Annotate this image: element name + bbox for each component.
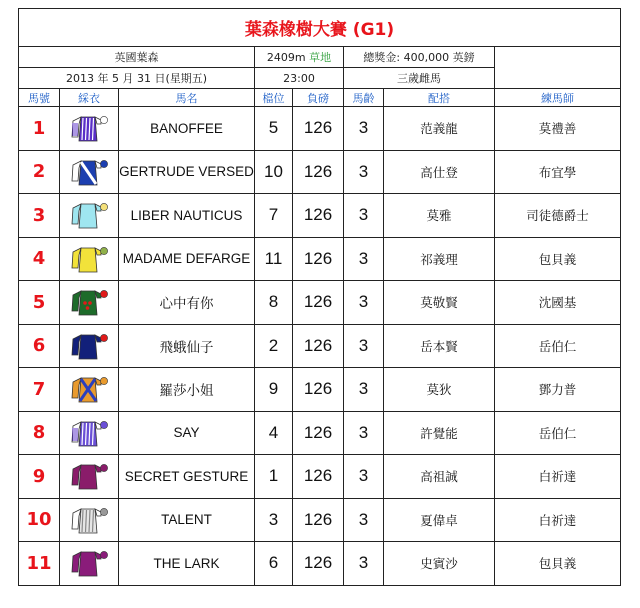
runner-row <box>19 107 621 151</box>
runner-trainer: 岳伯仁 <box>495 324 621 368</box>
runner-draw: 7 <box>255 194 293 238</box>
runner-weight: 126 <box>293 107 344 151</box>
runner-jockey: 岳本賢 <box>384 324 495 368</box>
runner-row <box>19 237 621 281</box>
title-row <box>19 9 621 47</box>
runner-age: 3 <box>344 411 384 455</box>
runner-row <box>19 150 621 194</box>
race-time: 23:00 <box>255 68 344 89</box>
race-prize: 總獎金: 400,000 英鎊 <box>344 47 495 68</box>
info-empty-cell <box>495 47 621 89</box>
runner-silks <box>60 411 119 455</box>
jockey-silks-icon <box>69 242 109 276</box>
race-distance: 2409m <box>266 51 306 64</box>
runner-silks <box>60 150 119 194</box>
runner-jockey: 許覺能 <box>384 411 495 455</box>
runner-weight: 126 <box>293 498 344 542</box>
runner-trainer: 沈國基 <box>495 281 621 325</box>
runner-draw: 8 <box>255 281 293 325</box>
race-date: 2013 年 5 月 31 日(星期五) <box>19 68 255 89</box>
runner-age: 3 <box>344 237 384 281</box>
runner-horse-name: 心中有你 <box>119 281 255 325</box>
runner-number: 5 <box>19 281 60 325</box>
runner-silks <box>60 368 119 412</box>
runner-draw: 4 <box>255 411 293 455</box>
runner-horse-name: 羅莎小姐 <box>119 368 255 412</box>
runner-weight: 126 <box>293 150 344 194</box>
runner-weight: 126 <box>293 324 344 368</box>
runner-horse-name: THE LARK <box>119 542 255 586</box>
runner-age: 3 <box>344 150 384 194</box>
runner-silks <box>60 194 119 238</box>
jockey-silks-icon <box>69 416 109 450</box>
runner-row <box>19 542 621 586</box>
header-number: 馬號 <box>19 89 60 107</box>
runner-horse-name: SECRET GESTURE <box>119 455 255 499</box>
runner-jockey: 范義龍 <box>384 107 495 151</box>
runner-number: 8 <box>19 411 60 455</box>
jockey-silks-icon <box>69 285 109 319</box>
jockey-silks-icon <box>69 329 109 363</box>
runner-jockey: 莫狄 <box>384 368 495 412</box>
runner-number: 10 <box>19 498 60 542</box>
runner-age: 3 <box>344 455 384 499</box>
runner-horse-name: 飛蛾仙子 <box>119 324 255 368</box>
runner-draw: 1 <box>255 455 293 499</box>
runner-trainer: 岳伯仁 <box>495 411 621 455</box>
runner-silks <box>60 107 119 151</box>
runner-number: 11 <box>19 542 60 586</box>
runner-draw: 2 <box>255 324 293 368</box>
runner-trainer: 包貝義 <box>495 237 621 281</box>
runner-silks <box>60 237 119 281</box>
runner-row <box>19 368 621 412</box>
jockey-silks-icon <box>69 459 109 493</box>
jockey-silks-icon <box>69 111 109 145</box>
runner-weight: 126 <box>293 237 344 281</box>
runner-horse-name: TALENT <box>119 498 255 542</box>
runner-trainer: 莫禮善 <box>495 107 621 151</box>
race-venue: 英國葉森 <box>19 47 255 68</box>
runner-number: 4 <box>19 237 60 281</box>
header-jockey: 配搭 <box>384 89 495 107</box>
header-draw: 檔位 <box>255 89 293 107</box>
header-row <box>19 89 621 107</box>
runner-age: 3 <box>344 498 384 542</box>
runner-weight: 126 <box>293 455 344 499</box>
race-card-body <box>19 9 621 586</box>
runner-draw: 6 <box>255 542 293 586</box>
runner-age: 3 <box>344 542 384 586</box>
header-weight: 負磅 <box>293 89 344 107</box>
race-card-table <box>18 8 621 586</box>
runner-trainer: 包貝義 <box>495 542 621 586</box>
runner-silks <box>60 498 119 542</box>
header-trainer: 練馬師 <box>495 89 621 107</box>
jockey-silks-icon <box>69 372 109 406</box>
race-title: 葉森橡樹大賽 (G1) <box>19 9 621 47</box>
jockey-silks-icon <box>69 546 109 580</box>
runner-silks <box>60 542 119 586</box>
header-silks: 綵衣 <box>60 89 119 107</box>
runner-weight: 126 <box>293 542 344 586</box>
runner-silks <box>60 455 119 499</box>
runner-number: 7 <box>19 368 60 412</box>
runner-number: 9 <box>19 455 60 499</box>
runner-horse-name: BANOFFEE <box>119 107 255 151</box>
runner-weight: 126 <box>293 368 344 412</box>
jockey-silks-icon <box>69 155 109 189</box>
runner-row <box>19 324 621 368</box>
runner-draw: 10 <box>255 150 293 194</box>
runner-age: 3 <box>344 281 384 325</box>
jockey-silks-icon <box>69 503 109 537</box>
runner-trainer: 布宜學 <box>495 150 621 194</box>
race-distance-cell <box>255 47 344 68</box>
runner-weight: 126 <box>293 281 344 325</box>
runner-trainer: 白祈達 <box>495 455 621 499</box>
race-conditions: 三歲雌馬 <box>344 68 495 89</box>
jockey-silks-icon <box>69 198 109 232</box>
runner-jockey: 莫雅 <box>384 194 495 238</box>
runner-horse-name: SAY <box>119 411 255 455</box>
runner-jockey: 莫敬賢 <box>384 281 495 325</box>
runner-draw: 3 <box>255 498 293 542</box>
runner-jockey: 高仕登 <box>384 150 495 194</box>
info-row-1 <box>19 47 621 68</box>
runner-row <box>19 455 621 499</box>
runner-horse-name: GERTRUDE VERSED <box>119 150 255 194</box>
runner-horse-name: MADAME DEFARGE <box>119 237 255 281</box>
runner-jockey: 史賓沙 <box>384 542 495 586</box>
runner-number: 2 <box>19 150 60 194</box>
runner-row <box>19 498 621 542</box>
runner-age: 3 <box>344 368 384 412</box>
runner-weight: 126 <box>293 411 344 455</box>
runner-trainer: 鄧力普 <box>495 368 621 412</box>
runner-number: 3 <box>19 194 60 238</box>
runner-row <box>19 194 621 238</box>
runner-age: 3 <box>344 194 384 238</box>
runner-number: 1 <box>19 107 60 151</box>
header-horse: 馬名 <box>119 89 255 107</box>
runner-draw: 5 <box>255 107 293 151</box>
runner-draw: 9 <box>255 368 293 412</box>
runner-jockey: 夏偉卓 <box>384 498 495 542</box>
runner-draw: 11 <box>255 237 293 281</box>
runner-trainer: 白祈達 <box>495 498 621 542</box>
runner-weight: 126 <box>293 194 344 238</box>
runner-row <box>19 411 621 455</box>
runner-silks <box>60 324 119 368</box>
header-age: 馬齡 <box>344 89 384 107</box>
runner-row <box>19 281 621 325</box>
runner-silks <box>60 281 119 325</box>
runner-jockey: 高祖誠 <box>384 455 495 499</box>
runner-age: 3 <box>344 324 384 368</box>
race-surface: 草地 <box>309 51 332 64</box>
runner-jockey: 祁義理 <box>384 237 495 281</box>
runner-age: 3 <box>344 107 384 151</box>
runner-number: 6 <box>19 324 60 368</box>
runner-trainer: 司徒德爵士 <box>495 194 621 238</box>
runner-horse-name: LIBER NAUTICUS <box>119 194 255 238</box>
